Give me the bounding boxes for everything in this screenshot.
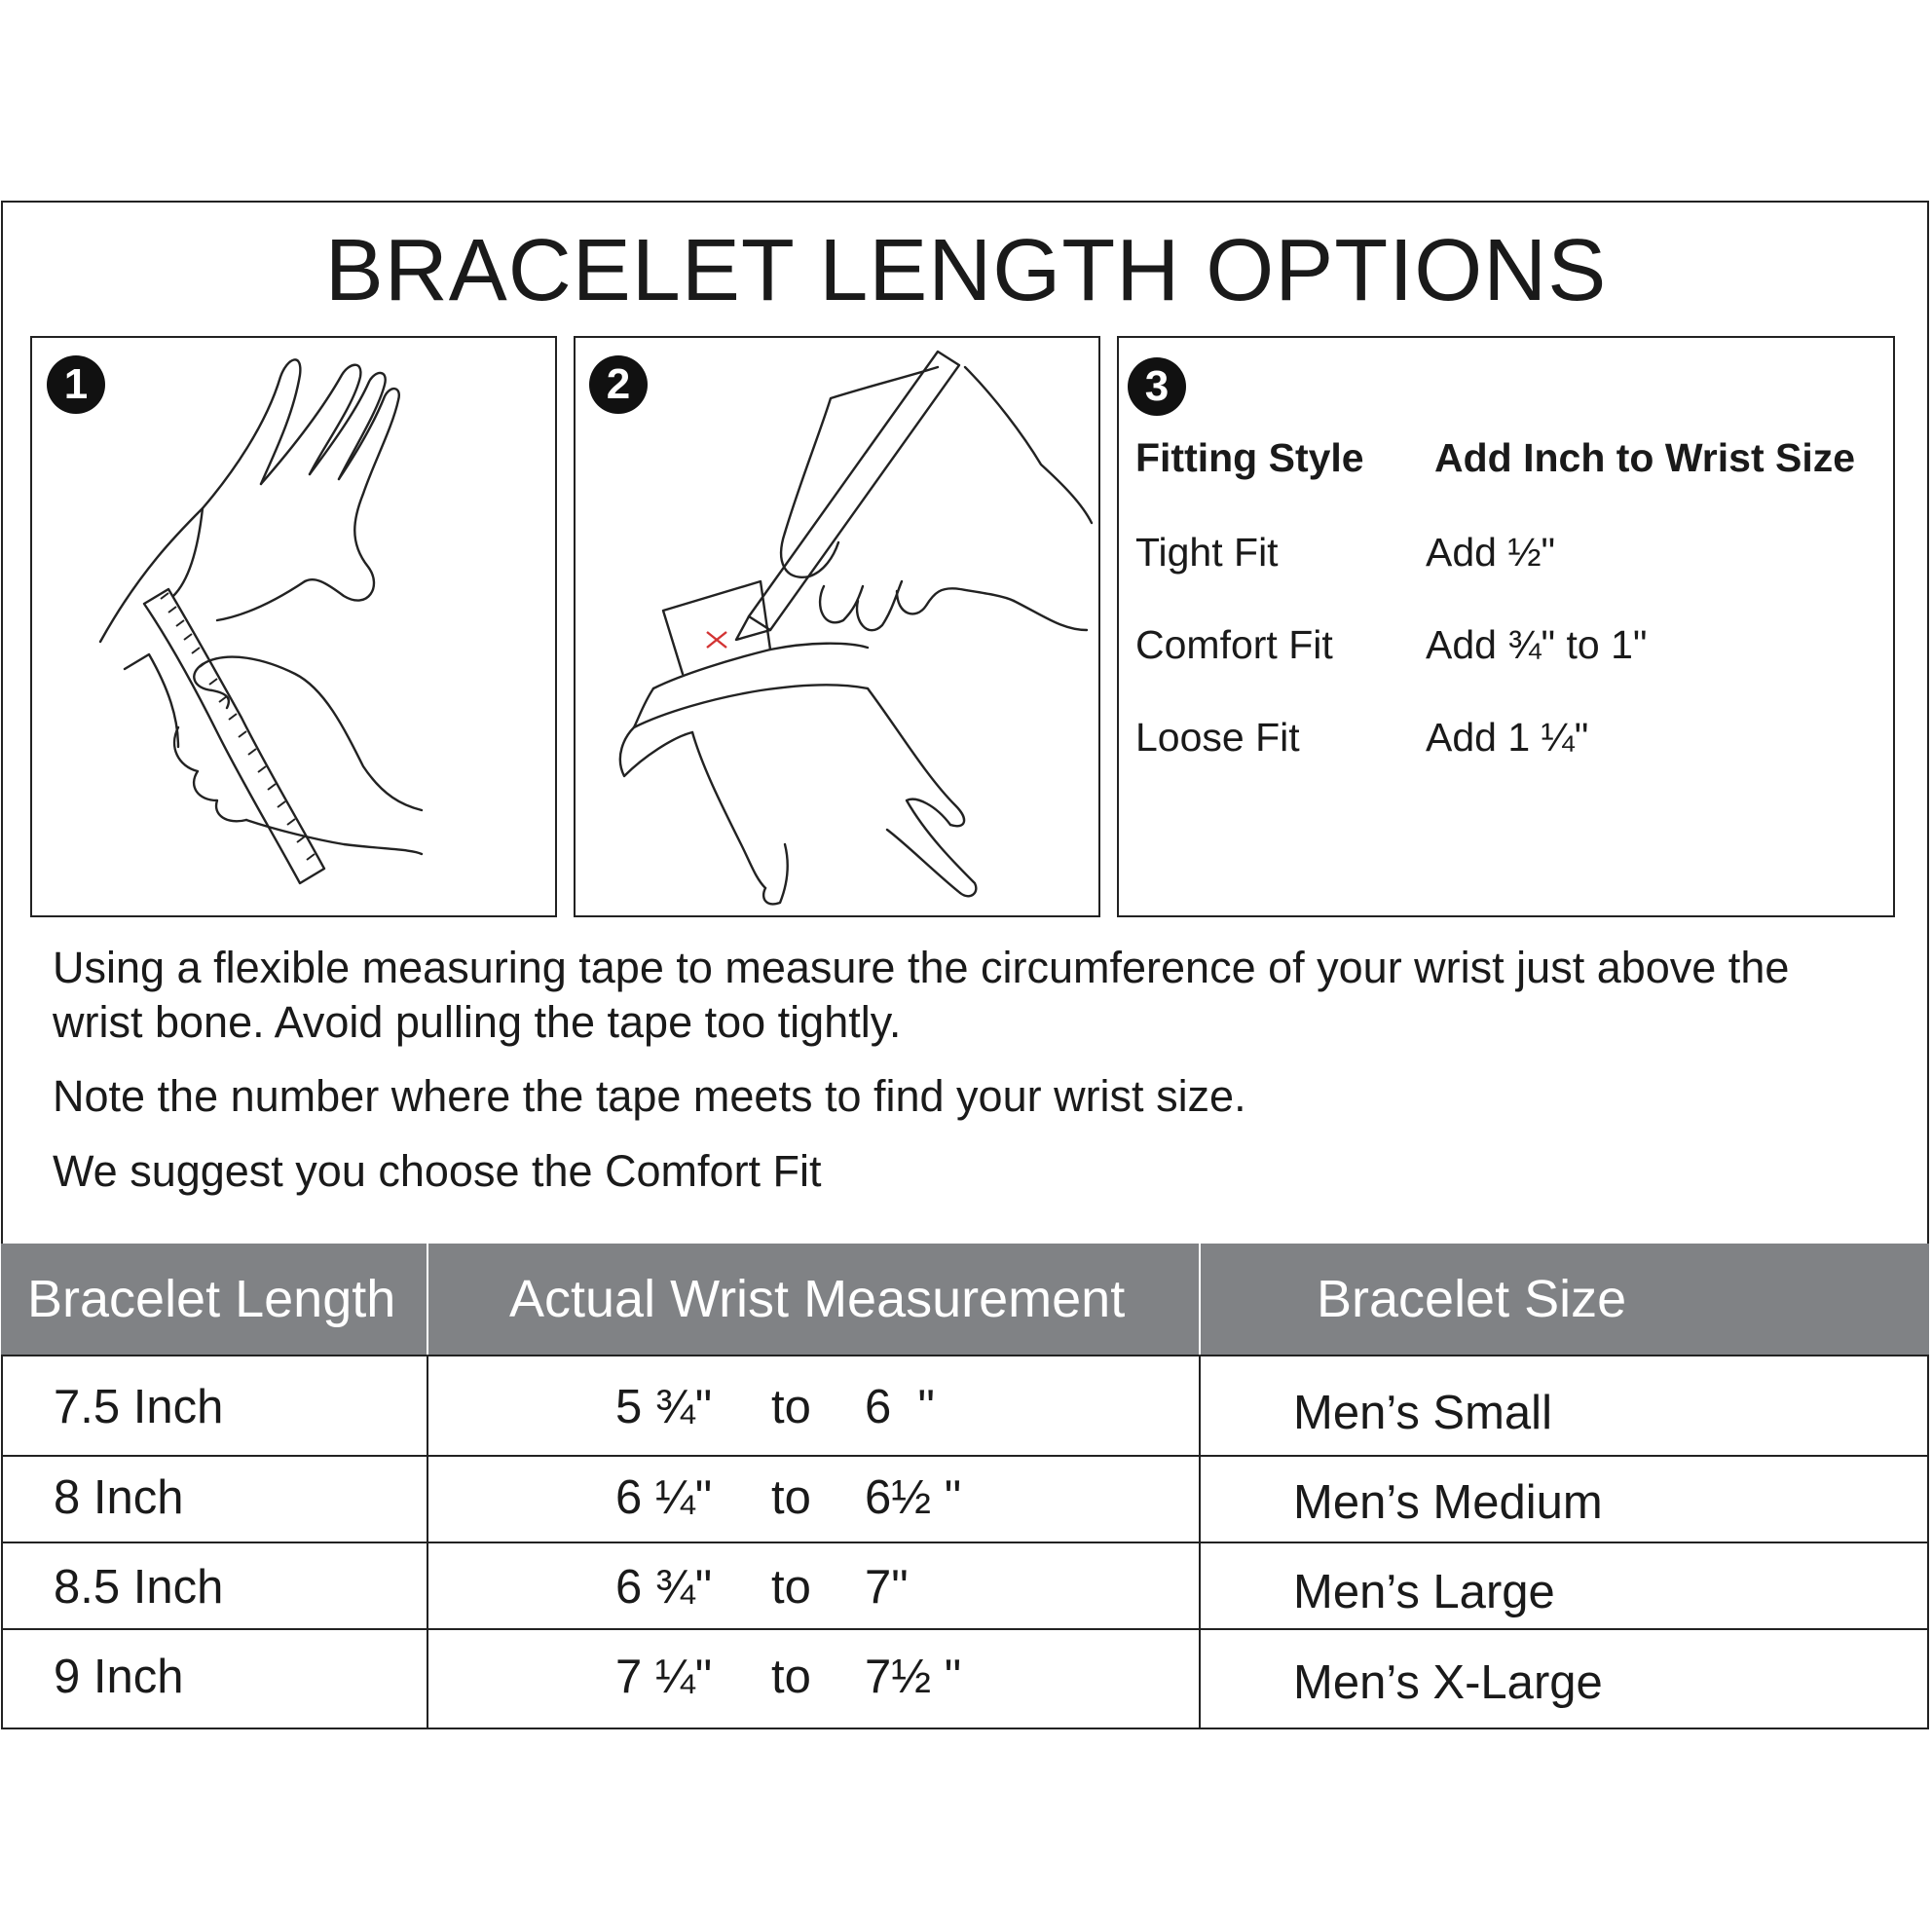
header-divider [427, 1244, 428, 1355]
table-header [1, 1244, 1929, 1355]
step-2-panel [574, 336, 1100, 917]
tight-fit-label: Tight Fit [1135, 530, 1279, 575]
step-1-badge: 1 [47, 355, 105, 414]
measurement-from: 6 ¾" [615, 1561, 713, 1614]
measurement-to-word: to [771, 1561, 811, 1614]
loose-fit-add: Add 1 ¼" [1426, 715, 1589, 760]
bracelet-size: Men’s Small [1293, 1387, 1552, 1439]
row-divider [1, 1455, 1929, 1457]
instruction-paragraph-1: Using a flexible measuring tape to measure the circumference of your wrist just above the wrist bone. Avoid pulling the tape too tightly. [53, 943, 1790, 1047]
row-divider [1, 1628, 1929, 1630]
header-bracelet-length: Bracelet Length [27, 1270, 396, 1328]
measurement-to: 7½ " [865, 1651, 962, 1703]
measurement-from: 5 ¾" [615, 1381, 713, 1433]
measurement-to-word: to [771, 1381, 811, 1433]
step-3-panel [1117, 336, 1895, 917]
row-divider [1, 1542, 1929, 1543]
column-divider [1199, 1355, 1201, 1729]
bracelet-size: Men’s Medium [1293, 1476, 1603, 1529]
measurement-from: 6 ¼" [615, 1471, 713, 1524]
measurement-to-word: to [771, 1651, 811, 1703]
table-row: 8 Inch [54, 1471, 184, 1524]
column-divider [427, 1355, 428, 1729]
header-divider [1199, 1244, 1201, 1355]
loose-fit-label: Loose Fit [1135, 715, 1300, 760]
measurement-from: 7 ¼" [615, 1651, 713, 1703]
table-row: 9 Inch [54, 1651, 184, 1703]
table-row: 7.5 Inch [54, 1381, 224, 1433]
tight-fit-add: Add ½" [1426, 530, 1556, 575]
measurement-to-word: to [771, 1471, 811, 1524]
header-bracelet-size: Bracelet Size [1317, 1270, 1627, 1328]
wrist-marking-pen-illustration [576, 338, 1098, 915]
fitting-style-header: Fitting Style [1135, 435, 1364, 480]
measurement-to: 6½ " [865, 1471, 962, 1524]
wrist-measuring-tape-illustration [32, 338, 555, 915]
step-1-panel [30, 336, 557, 917]
table-row: 8.5 Inch [54, 1561, 224, 1614]
page-title: BRACELET LENGTH OPTIONS [324, 222, 1608, 319]
header-wrist-measurement: Actual Wrist Measurement [509, 1270, 1126, 1328]
add-inch-header: Add Inch to Wrist Size [1434, 435, 1856, 480]
comfort-fit-add: Add ¾" to 1" [1426, 622, 1648, 667]
bracelet-size: Men’s Large [1293, 1566, 1555, 1618]
measurement-to: 6 " [865, 1381, 935, 1433]
instruction-paragraph-3: We suggest you choose the Comfort Fit [53, 1146, 822, 1196]
comfort-fit-label: Comfort Fit [1135, 622, 1333, 667]
step-3-badge: 3 [1128, 357, 1186, 416]
instruction-paragraph-2: Note the number where the tape meets to find your wrist size. [53, 1071, 1246, 1121]
row-divider [1, 1355, 1929, 1356]
measurement-to: 7" [865, 1561, 909, 1614]
step-2-badge: 2 [589, 355, 648, 414]
bracelet-size: Men’s X-Large [1293, 1656, 1603, 1709]
